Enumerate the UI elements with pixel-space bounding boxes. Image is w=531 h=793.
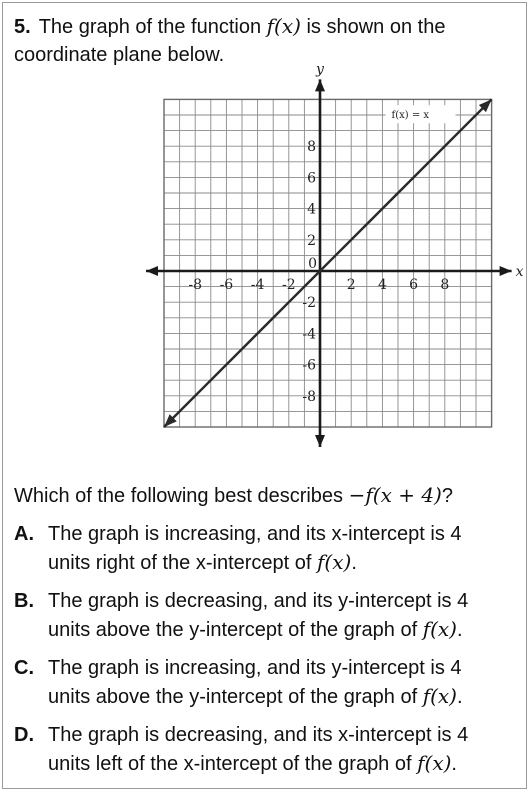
x-tick-label: 8 [440,277,450,293]
choice-text [48,654,518,711]
question-prompt [14,481,519,510]
y-axis-name: y [316,61,324,78]
choice-line-2 [48,548,518,577]
choice-letter: C. [14,657,34,679]
x-tick-label: 2 [346,277,356,293]
x-tick-label: -2 [281,277,296,293]
choice-letter: A. [14,523,34,545]
question-stem [14,12,519,69]
y-tick-label: -4 [302,326,316,343]
y-tick-label: -2 [302,295,316,312]
question-text-before: The graph of the function [38,16,267,38]
y-axis-down-arrow [315,435,325,447]
choice-function: f(x) [422,684,457,708]
question-number: 5. [14,16,31,38]
choice-line-2 [48,682,518,711]
question-text-after: is shown on the coordinate plane below. [14,16,446,66]
choice-period: . [451,753,457,775]
choice-letter: B. [14,590,34,612]
choice-function: f(x) [417,751,452,775]
choice-line-1: The graph is decreasing, and its y-intercept is 4 [48,590,469,612]
choice-period: . [456,686,463,708]
choice-line-2-text: units left of the x-intercept of the graph of [48,753,418,775]
choice-line-2 [48,615,518,644]
y-tick-label: -6 [302,357,316,374]
x-tick-label: 4 [377,277,387,293]
coordinate-plane-svg [130,61,524,460]
choice-line-1: The graph is increasing, and its x-intercept is 4 [48,523,462,545]
origin-label: 0 [308,256,317,272]
choice-line-1: The graph is decreasing, and its x-intercept is 4 [48,724,469,746]
y-axis-up-arrow [315,79,325,91]
y-tick-label: 6 [307,170,316,187]
choice-text [48,520,518,577]
x-axis-right-arrow [500,266,512,276]
choice-text [48,587,518,644]
choice-text [48,721,518,778]
choice-period: . [456,619,463,641]
x-tick-label: -4 [250,277,265,293]
choice-function: f(x) [317,550,352,574]
choice-letter: D. [14,724,34,746]
choice-line-1: The graph is increasing, and its y-intercept is 4 [48,657,462,679]
y-tick-label: 4 [307,201,316,218]
coordinate-plane [130,61,524,460]
prompt-text-after: ? [441,485,453,507]
x-tick-label: 6 [409,277,419,293]
choice-period: . [351,552,357,574]
choice-function: f(x) [422,617,457,641]
function-label: f(x) = x [391,110,430,122]
prompt-text-before: Which of the following best describes [14,485,349,507]
x-axis-name: x [515,264,524,280]
choice-line-2-text: units above the y-intercept of the graph of [48,619,423,641]
y-tick-label: -8 [302,388,316,405]
x-tick-label: -6 [219,277,234,293]
function-line [164,99,492,427]
prompt-expression: −f(x + 4) [348,483,442,507]
x-tick-label: -8 [188,277,203,293]
y-tick-label: 8 [307,139,316,156]
choice-line-2 [48,749,518,778]
choice-line-2-text: units right of the x-intercept of [48,552,318,574]
question-function: f(x) [266,14,301,38]
y-tick-label: 2 [307,232,316,249]
choice-line-2-text: units above the y-intercept of the graph of [48,686,423,708]
x-axis-left-arrow [146,266,158,276]
